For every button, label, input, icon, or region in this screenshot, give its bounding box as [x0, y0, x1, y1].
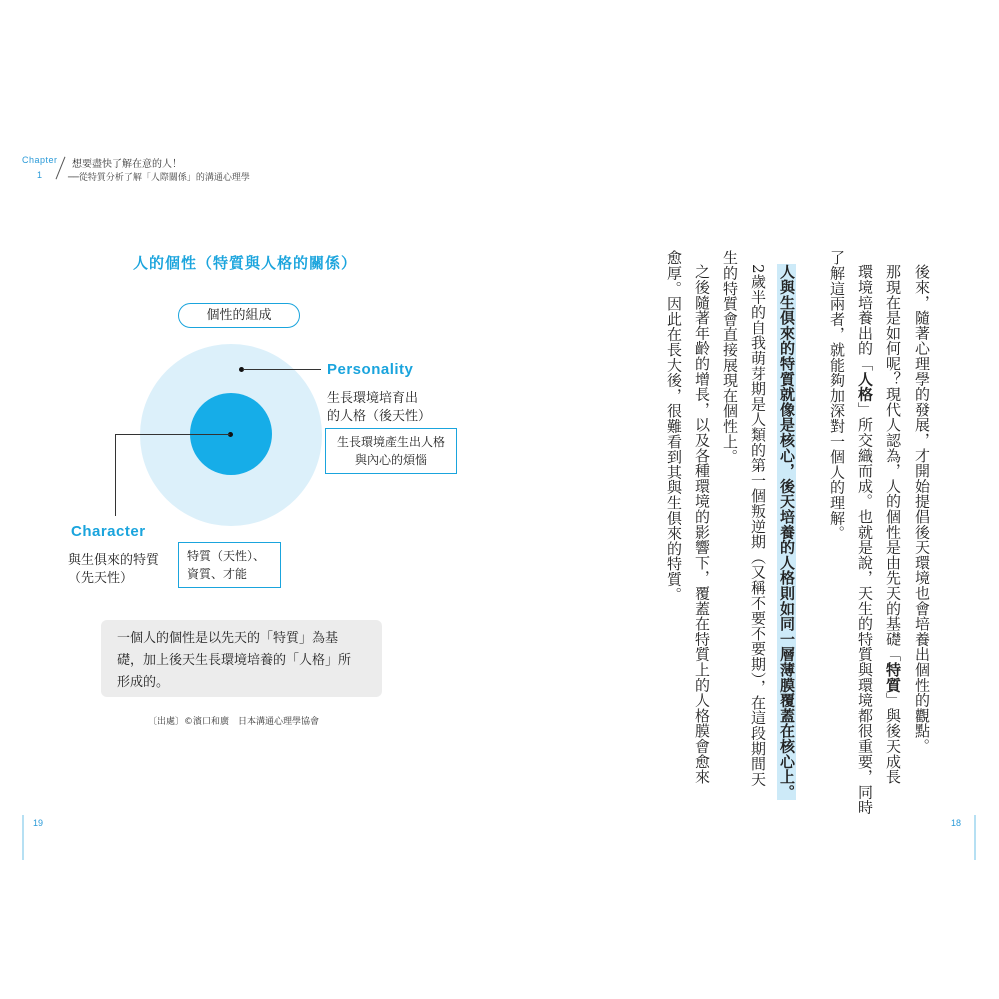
personality-note-line1: 生長環境產生出人格	[336, 435, 445, 449]
summary-line1: 一個人的個性是以先天的「特質」為基	[117, 631, 339, 646]
highlight-column: 人與生俱來的特質就像是核心，後天培養的人格則如同一層薄膜覆蓋在核心上。	[778, 264, 796, 800]
character-label: Character	[71, 523, 146, 540]
body-column-2	[883, 264, 902, 784]
personality-leader-line	[243, 369, 321, 370]
character-leader-line	[115, 434, 230, 435]
personality-note-line2: 與內心的煩惱	[354, 453, 427, 467]
body-text: 」與後天成長	[884, 692, 902, 785]
body-text: 那現在是如何呢？現代人認為，人的個性是由先天的基礎「	[884, 264, 902, 662]
character-note-line2: 資質、才能	[187, 567, 248, 581]
page-number-right: 18	[951, 818, 962, 828]
body-column-4: 了解這兩者，就能夠加深對一個人的理解。	[828, 250, 846, 541]
body-column-7: 生的特質會直接展現在個性上。	[721, 250, 739, 465]
body-column-8: 之後隨著年齡的增長，以及各種環境的影響下，覆蓋在特質上的人格膜會愈來	[693, 264, 711, 785]
character-note-line1: 特質（天性）、	[187, 549, 266, 563]
summary-box	[101, 620, 382, 697]
body-column-1: 後來，隨著心理學的發展，才開始提倡後天環境也會培養出個性的觀點。	[913, 264, 931, 754]
chapter-number: 1	[37, 170, 43, 180]
composition-pill: 個性的組成	[178, 303, 300, 328]
page-number-left: 19	[33, 818, 44, 828]
body-column-9: 愈厚。因此在長大後，很難看到其與生俱來的特質。	[665, 250, 683, 602]
source-credit: 〔出處〕©濱口和廣 日本溝通心理學協會	[148, 717, 320, 727]
character-desc-line2: （先天性）	[68, 571, 134, 586]
keyword-personality: 人格	[856, 371, 874, 402]
body-text: 環境培養出的「	[856, 264, 874, 372]
character-leader-line-vertical	[115, 434, 116, 516]
summary-line3: 形成的。	[117, 675, 170, 690]
running-subtitle: ──從特質分析了解「人際關係」的溝通心理學	[68, 173, 250, 183]
personality-desc-line2: 的人格（後天性）	[327, 409, 432, 424]
body-text: 」所交織而成。也就是說，天生的特質與環境都很重要，同時	[856, 401, 874, 815]
chapter-label: Chapter	[22, 155, 58, 165]
page-edge-bar-left	[22, 815, 24, 860]
body-column-6: 2歲半的自我萌芽期是人類的第一個叛逆期（又稱不要不要期），在這段期間天	[749, 264, 767, 787]
keyword-trait: 特質	[884, 661, 902, 693]
character-desc-line1: 與生俱來的特質	[68, 553, 160, 568]
page-edge-bar-right	[974, 815, 976, 860]
character-note-box	[178, 542, 281, 588]
personality-note-box	[325, 428, 457, 474]
personality-desc-line1: 生長環境培育出	[327, 391, 419, 406]
summary-line2: 礎，加上後天生長環境培養的「人格」所	[117, 653, 352, 668]
body-column-3	[855, 264, 874, 815]
running-title: 想要盡快了解在意的人！	[72, 159, 182, 170]
diagram-title: 人的個性（特質與人格的關係）	[133, 254, 358, 272]
personality-label: Personality	[327, 361, 414, 378]
